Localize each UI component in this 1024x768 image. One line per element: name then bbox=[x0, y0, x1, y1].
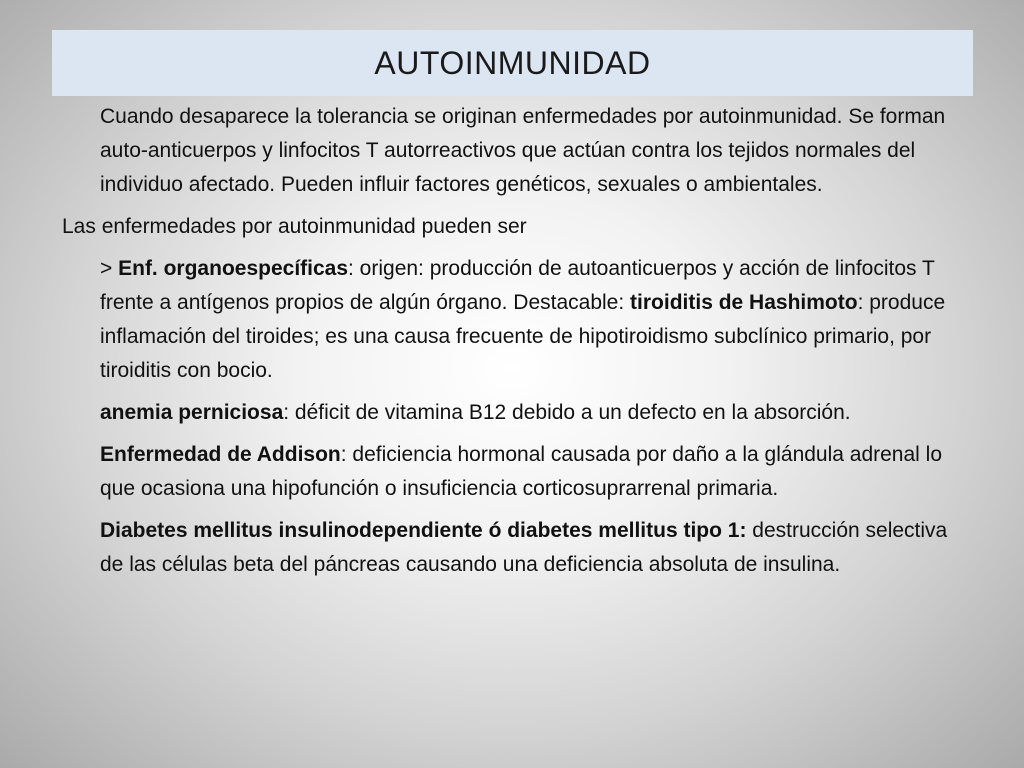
item-addison bbox=[100, 438, 950, 506]
item-description-secondary: : produce inflamación del tiroides; es una causa frecuente de hipotiroidismo subclínico primario, por tiroiditis con bocio. bbox=[100, 291, 946, 382]
slide-content bbox=[0, 100, 1024, 582]
lead-paragraph: Las enfermedades por autoinmunidad pueden ser bbox=[62, 215, 527, 238]
item-pernicious-anemia bbox=[100, 396, 950, 430]
item-term-secondary: tiroiditis de Hashimoto bbox=[630, 291, 858, 314]
intro-paragraph: Cuando desaparece la tolerancia se originan enfermedades por autoinmunidad. Se forman auto-anticuerpos y linfocitos T autorreactivos que actúan contra los tejidos normales del individuo afectado. Pueden influir factores genéticos, sexuales o ambientales. bbox=[100, 105, 946, 196]
item-description: : deficiencia hormonal causada por daño a la glándula adrenal lo que ocasiona una hipofunción o insuficiencia corticosuprarrenal primaria. bbox=[100, 443, 943, 500]
item-description: : origen: producción de autoanticuerpos y acción de linfocitos T frente a antígenos propios de algún órgano. Destacable: bbox=[100, 257, 935, 314]
item-term: anemia perniciosa bbox=[100, 401, 284, 424]
item-prefix: > bbox=[100, 257, 119, 280]
item-diabetes bbox=[100, 514, 950, 582]
slide-title: AUTOINMUNIDAD bbox=[374, 44, 651, 81]
item-organospecific bbox=[100, 252, 950, 388]
item-term: Enf. organoespecíficas bbox=[118, 257, 349, 280]
item-description: : déficit de vitamina B12 debido a un defecto en la absorción. bbox=[283, 401, 851, 424]
item-term: Diabetes mellitus insulinodependiente ó diabetes mellitus tipo 1: bbox=[100, 519, 747, 542]
title-bar bbox=[52, 30, 973, 96]
item-term: Enfermedad de Addison bbox=[100, 443, 341, 466]
item-description: destrucción selectiva de las células beta del páncreas causando una deficiencia absoluta de insulina. bbox=[100, 519, 948, 576]
